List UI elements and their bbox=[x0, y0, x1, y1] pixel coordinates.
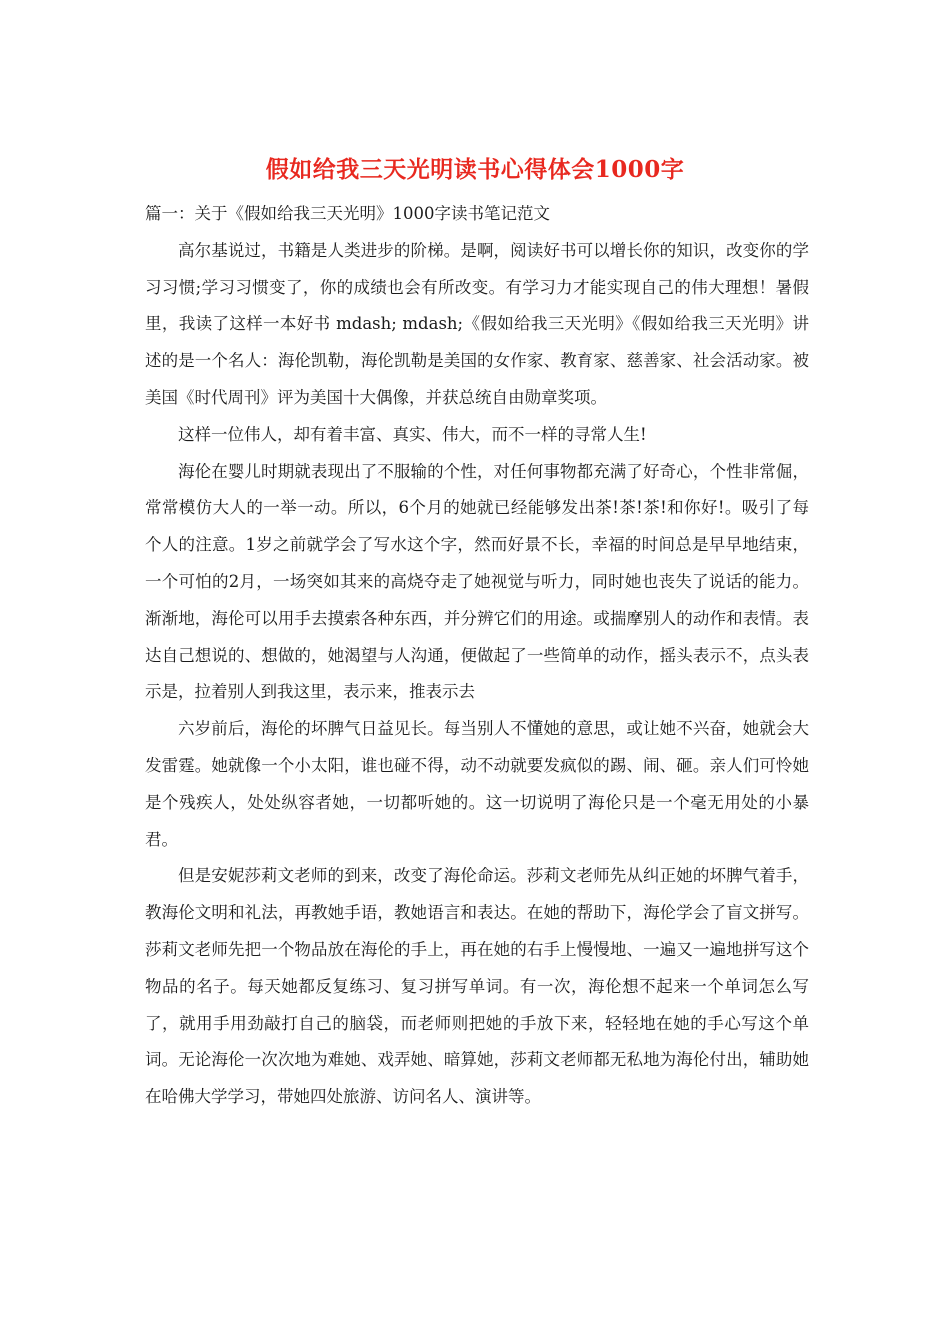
paragraph-2: 这样一位伟人，却有着丰富、真实、伟大，而不一样的寻常人生! bbox=[178, 424, 647, 444]
paragraph-3: 海伦在婴儿时期就表现出了不服输的个性，对任何事物都充满了好奇心，个性非常倔，常常模仿大人的一举一动。所以，6个月的她就已经能够发出茶!茶!茶!和你好!。吸引了每个人的注意。1岁之前就学会了写水这个字，然而好景不长，幸福的时间总是早早地结束，一个可怕的2月，一场突如其来的高烧夺走了她视觉与听力，同时她也丧失了说话的能力。渐渐地，海伦可以用手去摸索各种东西，并分辨它们的用途。或揣摩别人的动作和表情。表达自己想说的、想做的，她渴望与人沟通，便做起了一些简单的动作，摇头表示不，点头表示是，拉着别人到我这里，表示来，推表示去 bbox=[145, 461, 809, 702]
section-heading: 篇一：关于《假如给我三天光明》1000字读书笔记范文 bbox=[145, 204, 550, 223]
document-body bbox=[145, 196, 809, 1116]
paragraph-4: 六岁前后，海伦的坏脾气日益见长。每当别人不懂她的意思，或让她不兴奋，她就会大发雷霆。她就像一个小太阳，谁也碰不得，动不动就要发疯似的踢、闹、砸。亲人们可怜她是个残疾人，处处纵容者她，一切都听她的。这一切说明了海伦只是一个毫无用处的小暴君。 bbox=[145, 719, 809, 849]
paragraph-5: 但是安妮莎莉文老师的到来，改变了海伦命运。莎莉文老师先从纠正她的坏脾气着手，教海伦文明和礼法，再教她手语，教她语言和表达。在她的帮助下，海伦学会了盲文拼写。莎莉文老师先把一个物品放在海伦的手上，再在她的右手上慢慢地、一遍又一遍地拼写这个物品的名子。每天她都反复练习、复习拼写单词。有一次，海伦想不起来一个单词怎么写了，就用手用劲敲打自己的脑袋，而老师则把她的手放下来，轻轻地在她的手心写这个单词。无论海伦一次次地为难她、戏弄她、暗算她，莎莉文老师都无私地为海伦付出，辅助她在哈佛大学学习，带她四处旅游、访问名人、演讲等。 bbox=[145, 866, 809, 1107]
document-title: 假如给我三天光明读书心得体会1000字 bbox=[265, 156, 685, 183]
paragraph-1: 高尔基说过，书籍是人类进步的阶梯。是啊，阅读好书可以增长你的知识，改变你的学习习惯;学习习惯变了，你的成绩也会有所改变。有学习力才能实现自己的伟大理想！暑假里，我读了这样一本好书 mdash; mdash;《假如给我三天光明》《假如给我三天光明》讲述的是一个名人：海伦凯勒，海伦凯勒是美国的女作家、教育家、慈善家、社会活动家。被美国《时代周刊》评为美国十大偶像，并获总统自由勋章奖项。 bbox=[145, 240, 809, 407]
